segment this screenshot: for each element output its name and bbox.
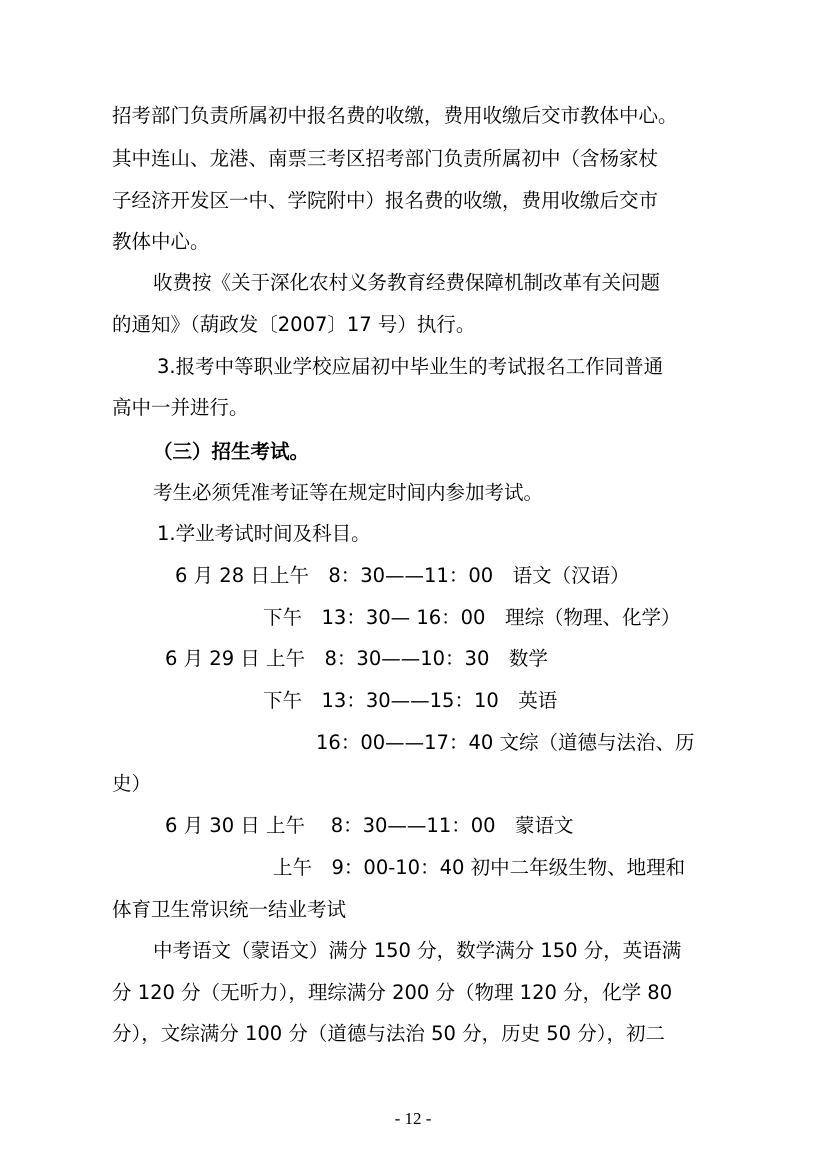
schedule-line: 6 月 30 日 上午 8：30——11：00 蒙语文 [165, 814, 574, 837]
text-line: 其中连山、龙港、南票三考区招考部门负责所属初中（含杨家杖 [112, 147, 659, 170]
schedule-line: 16：00——17：40 文综（道德与法治、历 [316, 731, 695, 754]
schedule-line: 体育卫生常识统一结业考试 [112, 898, 347, 921]
text-line: 教体中心。 [112, 230, 210, 253]
schedule-line: 史） [112, 772, 152, 795]
text-line: 子经济开发区一中、学院附中）报名费的收缴，费用收缴后交市 [112, 189, 659, 212]
text-line: 招考部门负责所属初中报名费的收缴，费用收缴后交市教体中心。 [112, 104, 678, 127]
schedule-line: 6 月 29 日 上午 8：30——10：30 数学 [165, 647, 548, 670]
schedule-line: 上午 9：00-10：40 初中二年级生物、地理和 [273, 856, 686, 879]
text-line: 中考语文（蒙语文）满分 150 分，数学满分 150 分，英语满 [153, 939, 682, 962]
text-line: 高中一并进行。 [112, 396, 249, 419]
text-line: 1.学业考试时间及科目。 [157, 522, 371, 545]
schedule-line: 下午 13：30——15：10 英语 [263, 689, 558, 712]
text-line: 的通知》（葫政发〔2007〕17 号）执行。 [112, 313, 476, 336]
schedule-line: 下午 13：30— 16：00 理综（物理、化学） [263, 606, 681, 629]
page-number: - 12 - [394, 1109, 432, 1128]
text-line: 分 120 分（无听力），理综满分 200 分（物理 120 分，化学 80 [112, 981, 673, 1004]
text-line: 考生必须凭准考证等在规定时间内参加考试。 [153, 481, 544, 504]
section-heading: （三）招生考试。 [153, 440, 310, 463]
schedule-line: 6 月 28 日上午 8：30——11：00 语文（汉语） [175, 564, 630, 587]
text-line: 收费按《关于深化农村义务教育经费保障机制改革有关问题 [153, 271, 661, 294]
text-line: 分），文综满分 100 分（道德与法治 50 分，历史 50 分），初二 [112, 1022, 666, 1045]
text-line: 3.报考中等职业学校应届初中毕业生的考试报名工作同普通 [157, 355, 664, 378]
